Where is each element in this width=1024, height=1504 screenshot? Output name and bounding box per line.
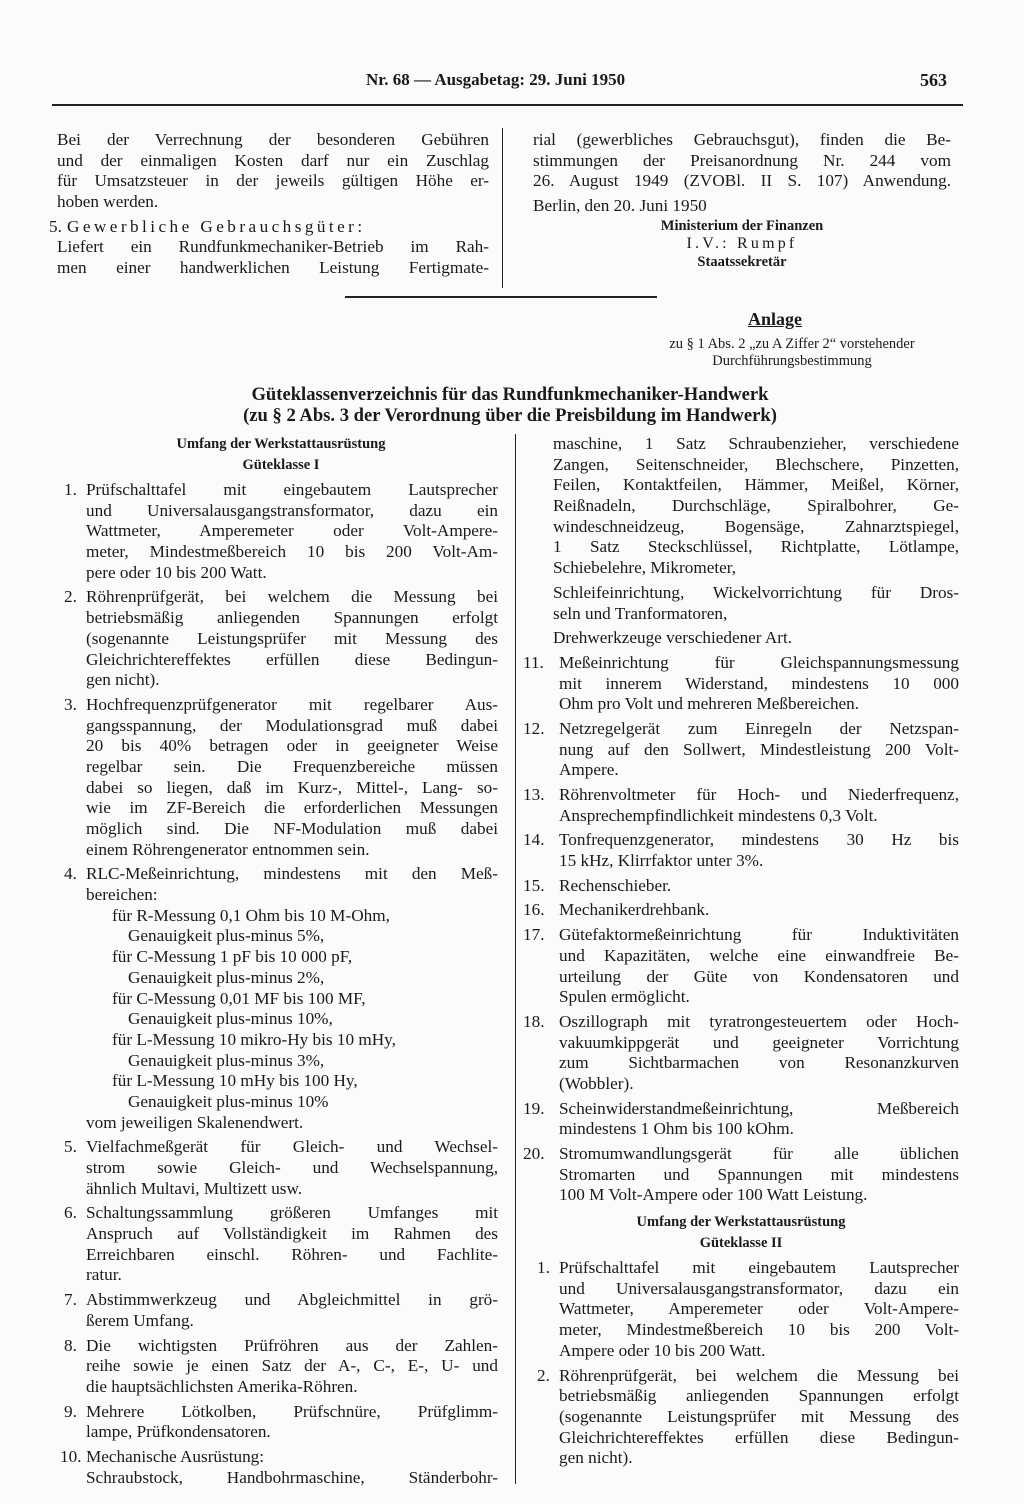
text-line: wie im ZF-Bereich die erforderlichen Messungen [86, 798, 498, 818]
list-item [64, 1402, 498, 1443]
text-line: und Universalausgangstransformator, dazu ein [86, 500, 498, 520]
text-line: Hochfrequenzprüfgenerator mit regelbarer Aus- [86, 694, 498, 714]
text-line: Schiebelehre, Mikrometer, [553, 558, 737, 578]
item-number: 2. [64, 587, 77, 607]
item-number: 12. [523, 718, 545, 738]
list-item [523, 1366, 959, 1469]
list-item [64, 864, 498, 1133]
text-line: windeschneidzeug, Bogensäge, Zahnarztspiegel, [553, 516, 959, 536]
left-column [60, 434, 498, 1488]
text-line: vom jeweiligen Skalenendwert. [86, 1112, 304, 1132]
text-line: Reißnadeln, Durchschläge, Spiralbohrer, Ge- [553, 496, 959, 516]
text-line: einem Röhrengenerator entnommen sein. [86, 839, 370, 859]
text-line: Ampere oder 10 bis 200 Watt. [559, 1340, 766, 1360]
item-number: 10. [60, 1446, 82, 1466]
list-item [523, 900, 959, 921]
list-item [523, 876, 959, 897]
top-right-block [533, 130, 951, 271]
text-line: gangsspannung, der Modulationsgrad muß dabei [86, 715, 498, 735]
item-number: 7. [64, 1290, 77, 1310]
text-line: dabei so liegen, daß im Kurz-, Mittel-, Lang- so- [86, 777, 498, 797]
text-line: Gütefaktormeßeinrichtung für Induktivitäten [559, 925, 959, 945]
anlage-heading: Anlage [748, 309, 802, 329]
list-item [523, 1258, 959, 1361]
text-line: Netzregelgerät zum Einregeln der Netzspan- [559, 718, 959, 738]
text-line: reihe sowie je einen Satz der A-, C-, E-, U- und [86, 1356, 498, 1376]
anlage-note [622, 336, 962, 370]
text-line: mindestens 1 Ohm bis 100 kOhm. [559, 1119, 794, 1139]
text-line: Stromarten und Spannungen mit mindestens [559, 1164, 959, 1184]
item-number: 13. [523, 785, 545, 804]
item-number: 17. [523, 925, 545, 945]
text-line: Anspruch auf Vollständigkeit im Rahmen des [86, 1224, 498, 1244]
text-line: Genauigkeit plus-minus 2%, [128, 967, 325, 987]
text-line: Abstimmwerkzeug und Abgleichmittel in grö- [86, 1290, 498, 1310]
item-number: 16. [523, 900, 545, 920]
text-line: (Wobbler). [559, 1073, 634, 1093]
list-item [64, 1336, 498, 1398]
text-line: maschine, 1 Satz Schraubenzieher, verschiedene [553, 434, 959, 453]
text-line: Ohm pro Volt und mehreren Meßbereichen. [559, 694, 860, 714]
text-line: ähnlich Multavi, Multizett usw. [86, 1178, 303, 1198]
text-line: für C-Messung 1 pF bis 10 000 pF, [112, 947, 353, 967]
text-line: vakuumkippgerät und geeigneter Vorrichtung [559, 1032, 959, 1052]
list-item [523, 1099, 959, 1140]
text-line: betriebsmäßig anliegenden Spannungen erfolgt [86, 608, 498, 628]
list-item [523, 1144, 959, 1206]
text-line: 1 Satz Steckschlüssel, Richtplatte, Lötlampe, [553, 537, 959, 557]
text-line: (sogenannte Leistungsprüfer mit Messung des [559, 1406, 959, 1426]
right-column [523, 434, 959, 1469]
signature-name: I.V.: Rumpf [686, 234, 798, 252]
item-number: 3. [64, 694, 77, 714]
text-line: für Umsatzsteuer in der jeweils gültigen Höhe er- [57, 171, 489, 191]
text-line: regelbar sein. Die Frequenzbereiche müssen [86, 756, 498, 776]
item-number: 19. [523, 1098, 545, 1118]
text-line: Liefert ein Rundfunkmechaniker-Betrieb im Rah- [57, 237, 489, 257]
item-number: 6. [64, 1203, 77, 1223]
list-item [523, 830, 959, 871]
text-line: meter, Mindestmeßbereich 10 bis 200 Volt-Am- [86, 542, 498, 562]
text-line: Die wichtigsten Prüfröhren aus der Zahlen- [86, 1335, 498, 1355]
text-line: 15 kHz, Klirrfaktor unter 3%. [559, 851, 764, 871]
item-number: 18. [523, 1011, 545, 1031]
text-line: Schaltungssammlung größeren Umfanges mit [86, 1203, 498, 1223]
text-line: Röhrenprüfgerät, bei welchem die Messung bei [86, 587, 498, 607]
date-line: Berlin, den 20. Juni 1950 [533, 196, 707, 216]
title-line: Güteklassenverzeichnis für das Rundfunkmechaniker-Handwerk [251, 384, 769, 405]
class-heading: Güteklasse II [699, 1235, 783, 1252]
text-line: stimmungen der Preisanordnung Nr. 244 vom [533, 150, 951, 170]
list-item [523, 1012, 959, 1095]
list-item [64, 1137, 498, 1199]
item-number: 8. [64, 1335, 77, 1355]
list-item [64, 695, 498, 861]
text-line: für R-Messung 0,1 Ohm bis 10 M-Ohm, [112, 905, 390, 925]
text-line: mit innerem Widerstand, mindestens 10 000 [559, 673, 959, 693]
section-heading: Umfang der Werkstattausrüstung [176, 436, 386, 452]
text-line: Mehrere Lötkolben, Prüfschnüre, Prüfglimm- [86, 1401, 498, 1421]
text-line: nung auf den Sollwert, Mindestleistung 200 Volt- [559, 739, 959, 759]
list-item [523, 719, 959, 781]
text-line: betriebsmäßig anliegenden Spannungen erfolgt [559, 1386, 959, 1406]
text-line: für L-Messung 10 mHy bis 100 Hy, [112, 1071, 358, 1091]
list-item [64, 480, 498, 583]
text-line: meter, Mindestmeßbereich 10 bis 200 Volt- [559, 1320, 959, 1340]
text-line: Zangen, Seitenschneider, Blechschere, Pinzetten, [553, 454, 959, 474]
list-item [523, 653, 959, 715]
text-line: Oszillograph mit tyratrongesteuertem oder Hoch- [559, 1011, 959, 1031]
text-line: für L-Messung 10 mikro-Hy bis 10 mHy, [112, 1029, 396, 1049]
page-number: 563 [920, 70, 947, 90]
text-line: Tonfrequenzgenerator, mindestens 30 Hz bis [559, 830, 959, 850]
text-line: zu § 1 Abs. 2 „zu A Ziffer 2“ vorstehender [669, 336, 915, 352]
text-line: strom sowie Gleich- und Wechselspannung, [86, 1158, 498, 1177]
text-line: Rechenschieber. [559, 875, 672, 895]
item-number: 2. [537, 1365, 550, 1385]
text-line: Stromumwandlungsgerät für alle üblichen [559, 1144, 959, 1163]
text-line: und Kapazitäten, welche eine einwandfreie Be- [559, 945, 959, 965]
text-line: 100 M Volt-Ampere oder 100 Watt Leistung. [559, 1185, 868, 1205]
text-line: RLC-Meßeinrichtung, mindestens mit den Meß- [86, 864, 498, 884]
text-line: Genauigkeit plus-minus 10% [128, 1091, 329, 1111]
text-line: Erreichbaren einschl. Röhren- und Fachlite- [86, 1244, 498, 1264]
item-number: 5. [49, 216, 62, 236]
class-heading: Güteklasse I [242, 457, 320, 473]
list-item [523, 925, 959, 1008]
text-line: bereichen: [86, 885, 158, 905]
text-line: Mechanische Ausrüstung: [86, 1446, 265, 1466]
text-line: pere oder 10 bis 200 Watt. [86, 562, 267, 582]
text-line: Prüfschalttafel mit eingebautem Lautsprecher [559, 1258, 959, 1278]
list-item [64, 587, 498, 690]
text-line: Mechanikerdrehbank. [559, 900, 710, 920]
header-rule [52, 104, 963, 106]
item-number: 4. [64, 864, 77, 884]
list-item [64, 1290, 498, 1331]
text-line: seln und Tranformatoren, [553, 603, 728, 623]
text-line: möglich sind. Die NF-Modulation muß dabei [86, 819, 498, 838]
text-line: Gleichrichtereffektes erfüllen diese Bedingun- [86, 649, 498, 669]
text-line: gen nicht). [86, 670, 160, 690]
text-line: Ampere. [559, 760, 619, 780]
text-line: Scheinwiderstandmeßeinrichtung, Meßbereich [559, 1098, 959, 1118]
text-line: für C-Messung 0,01 MF bis 100 MF, [112, 988, 366, 1008]
item-number: 9. [64, 1401, 77, 1421]
text-line: Vielfachmeßgerät für Gleich- und Wechsel- [86, 1137, 498, 1157]
list-item [523, 785, 959, 826]
text-line: Feilen, Kontaktfeilen, Hämmer, Meißel, Körner, [553, 475, 959, 495]
text-line: Schleifeinrichtung, Wickelvorrichtung für Dros- [553, 582, 959, 602]
text-line: 20 bis 40% betragen oder in geeigneter Weise [86, 736, 498, 756]
section-heading: Umfang der Werkstattausrüstung [636, 1214, 846, 1231]
item-number: 1. [64, 480, 77, 499]
text-line: zum Sichtbarmachen von Resonanzkurven [559, 1053, 959, 1073]
text-line: men einer handwerklichen Leistung Fertigmate- [57, 258, 489, 278]
text-line: die hauptsächlichsten Amerika-Röhren. [86, 1376, 358, 1396]
text-line: Durchführungsbestimmung [712, 353, 872, 369]
top-left-block [49, 130, 489, 279]
text-line: gen nicht). [559, 1448, 633, 1468]
text-line: Bei der Verrechnung der besonderen Gebühren [57, 130, 489, 149]
text-line: Röhrenvoltmeter für Hoch- und Niederfrequenz, [559, 785, 959, 804]
text-line: Ansprechempfindlichkeit mindestens 0,3 Volt. [559, 805, 878, 825]
document-title [60, 384, 960, 426]
issue-header: Nr. 68 — Ausgabetag: 29. Juni 1950 [366, 70, 626, 89]
list-item [60, 1446, 498, 1488]
text-line: Gleichrichtereffektes erfüllen diese Bedingun- [559, 1427, 959, 1447]
item-number: 15. [523, 875, 545, 895]
text-line: Meßeinrichtung für Gleichspannungsmessung [559, 652, 959, 672]
text-line: Röhrenprüfgerät, bei welchem die Messung bei [559, 1365, 959, 1385]
text-line: lampe, Prüfkondensatoren. [86, 1422, 271, 1442]
text-line: Genauigkeit plus-minus 10%, [128, 1009, 333, 1029]
text-line: Wattmeter, Amperemeter oder Volt-Ampere- [86, 521, 498, 541]
signature-org: Ministerium der Finanzen [660, 217, 824, 234]
list-item [49, 216, 489, 238]
text-line: und Universalausgangstransformator, dazu ein [559, 1278, 959, 1298]
text-line: ratur. [86, 1265, 122, 1285]
text-line: Prüfschalttafel mit eingebautem Lautsprecher [86, 480, 498, 499]
text-line: ßerem Umfang. [86, 1310, 194, 1330]
text-line: Drehwerkzeuge verschiedener Art. [553, 628, 793, 648]
item-number: 11. [523, 652, 544, 672]
text-line: urteilung der Güte von Kondensatoren und [559, 966, 959, 986]
section-rule [345, 296, 657, 298]
text-line: rial (gewerbliches Gebrauchsgut), finden die Be- [533, 130, 951, 149]
title-line: (zu § 2 Abs. 3 der Verordnung über die Preisbildung im Handwerk) [243, 405, 777, 426]
item-number: 5. [64, 1137, 77, 1157]
item-number: 1. [537, 1258, 550, 1278]
text-line: Genauigkeit plus-minus 5%, [128, 926, 325, 946]
text-line: 26. August 1949 (ZVOBl. II S. 107) Anwendung. [533, 171, 951, 191]
item-heading: Gewerbliche Gebrauchsgüter: [67, 216, 366, 236]
signature-title: Staatssekretär [697, 253, 787, 270]
item-number: 20. [523, 1144, 545, 1163]
text-line: hoben werden. [57, 192, 159, 212]
text-line: Wattmeter, Amperemeter oder Volt-Ampere- [559, 1299, 959, 1319]
text-line: Spulen ermöglicht. [559, 987, 690, 1007]
text-line: (sogenannte Leistungsprüfer mit Messung des [86, 628, 498, 648]
text-line: und der einmaligen Kosten darf nur ein Zuschlag [57, 150, 489, 170]
list-item [64, 1203, 498, 1286]
column-divider [502, 128, 503, 288]
column-divider [515, 434, 516, 1484]
text-line: Genauigkeit plus-minus 3%, [128, 1050, 325, 1070]
text-line: Schraubstock, Handbohrmaschine, Ständerbohr- [86, 1467, 498, 1487]
item-number: 14. [523, 830, 545, 850]
